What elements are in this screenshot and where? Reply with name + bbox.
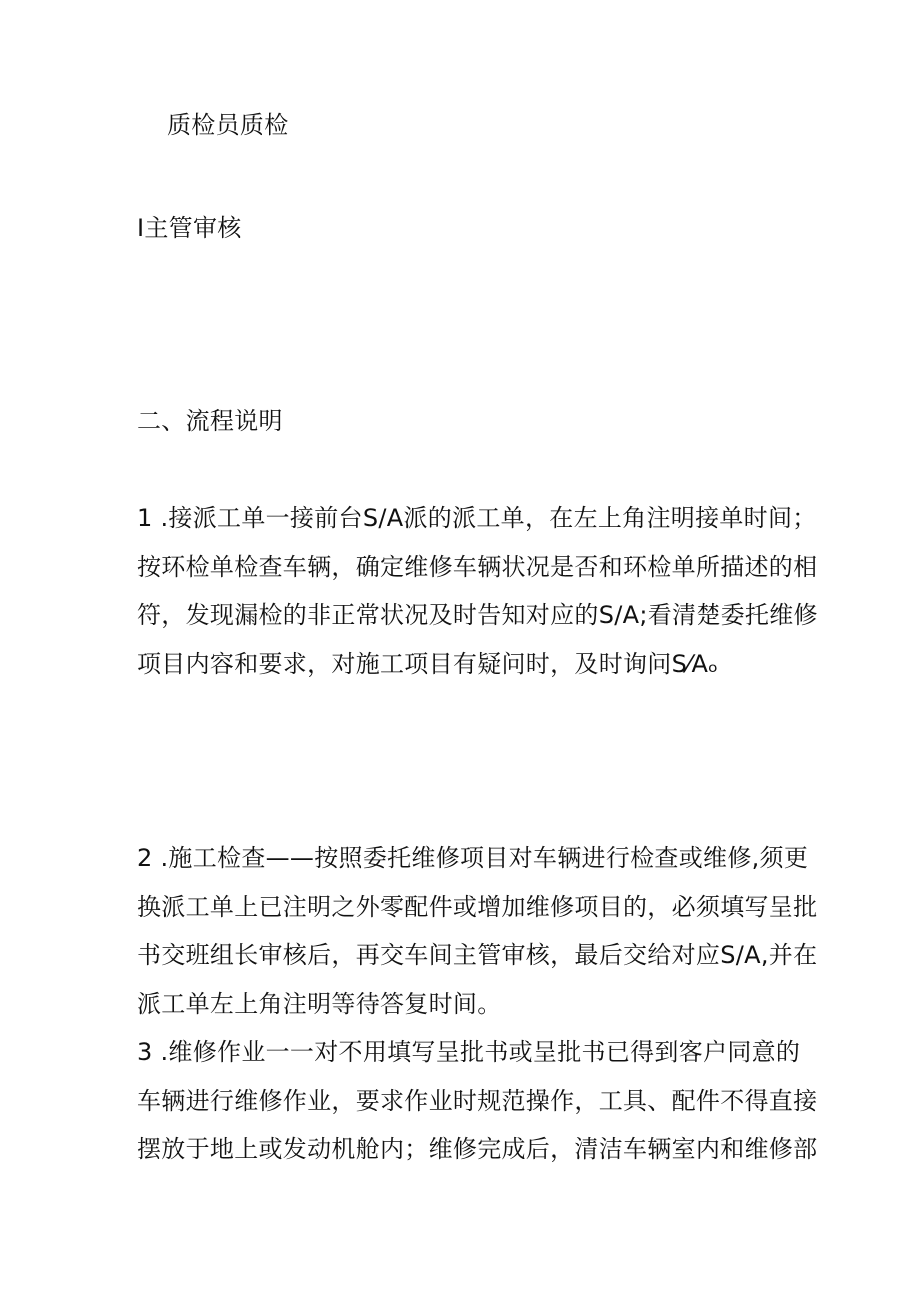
paragraph-line: 摆放于地上或发动机舱内；维修完成后，清洁车辆室内和维修部 [137,1135,818,1163]
paragraph-item-1 [137,494,818,688]
paragraph-line: 项目内容和要求，对施工项目有疑问时，及时询问S⁄Aₒ [137,649,719,678]
paragraph-line: 1 .接派工单一接前台S/A派的派工单，在左上角注明接单时间； [137,504,817,532]
flow-step-supervisor-review: I主管审核 [137,214,242,242]
paragraph-line: 书交班组长审核后，再交车间主管审核，最后交给对应S/A,并在 [137,941,818,969]
section-heading: 二、流程说明 [137,407,283,435]
flow-step-qc: 质检员质检 [167,111,289,139]
paragraph-line: 按环检单检查车辆，确定维修车辆状况是否和环检单所描述的相 [137,552,818,581]
paragraph-line: 2 .施工检查——按照委托维修项目对车辆进行检查或维修,须更 [137,844,809,872]
paragraph-line: 派工单左上角注明等待答复时间。 [137,989,502,1018]
paragraph-item-2 [137,834,818,1028]
paragraph-line: 换派工单上已注明之外零配件或增加维修项目的，必须填写呈批 [137,892,818,921]
paragraph-line: 符，发现漏检的非正常状况及时告知对应的S/A;看清楚委托维修 [137,601,818,629]
paragraph-line: 车辆进行维修作业，要求作业时规范操作，工具、配件不得直接 [137,1086,818,1115]
paragraph-item-3 [137,1028,818,1174]
paragraph-line: 3 .维修作业一一对不用填写呈批书或呈批书已得到客户同意的 [137,1038,801,1066]
